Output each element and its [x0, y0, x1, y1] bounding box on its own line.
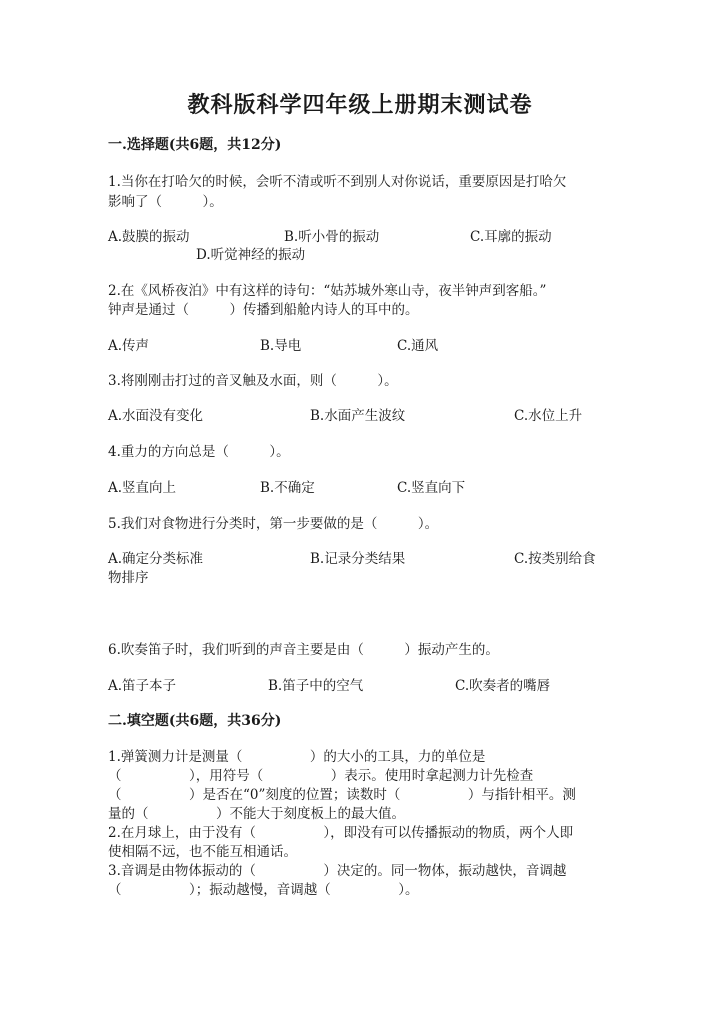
- fill-line-7: 3.音调是由物体振动的（ ）决定的。同一物体，振动越快，音调越: [108, 863, 567, 879]
- question-5-option-a[interactable]: A.确定分类标准: [108, 551, 204, 567]
- question-5-option-b[interactable]: B.记录分类结果: [310, 551, 406, 567]
- question-3-text: 3.将刚刚击打过的音叉触及水面，则（ ）。: [108, 373, 398, 389]
- question-5-option-c-cont: 物排序: [108, 570, 149, 586]
- question-1-option-c[interactable]: C.耳廓的振动: [470, 229, 552, 245]
- question-3-option-a[interactable]: A.水面没有变化: [108, 408, 204, 424]
- question-4-option-b[interactable]: B.不确定: [260, 480, 315, 496]
- section-heading-fill: 二.填空题(共6题，共36分): [108, 713, 282, 729]
- question-4-option-c[interactable]: C.竖直向下: [397, 480, 466, 496]
- question-5-option-c[interactable]: C.按类别给食: [514, 551, 596, 567]
- question-1-option-b[interactable]: B.听小骨的振动: [284, 229, 380, 245]
- fill-line-5: 2.在月球上，由于没有（ ），即没有可以传播振动的物质，两个人即: [108, 825, 574, 841]
- question-1-option-d[interactable]: D.听觉神经的振动: [196, 247, 306, 263]
- question-3-option-b[interactable]: B.水面产生波纹: [310, 408, 406, 424]
- fill-line-6: 使相隔不远，也不能互相通话。: [108, 844, 297, 860]
- fill-line-1: 1.弹簧测力计是测量（ ）的大小的工具，力的单位是: [108, 749, 486, 765]
- question-4-option-a[interactable]: A.竖直向上: [108, 480, 177, 496]
- question-6-option-c[interactable]: C.吹奏者的嘴唇: [455, 678, 551, 694]
- question-2-option-b[interactable]: B.导电: [260, 338, 302, 354]
- fill-line-4: 量的（ ）不能大于刻度板上的最大值。: [108, 806, 405, 822]
- question-2-option-c[interactable]: C.通风: [397, 338, 439, 354]
- fill-line-8: （ ）；振动越慢，音调越（ ）。: [108, 882, 419, 898]
- question-3-option-c[interactable]: C.水位上升: [514, 408, 583, 424]
- question-1-option-a[interactable]: A.鼓膜的振动: [108, 229, 190, 245]
- question-1-text-cont: 影响了（ ）。: [108, 194, 223, 210]
- question-6-option-b[interactable]: B.笛子中的空气: [268, 678, 364, 694]
- question-4-text: 4.重力的方向总是（ ）。: [108, 444, 290, 460]
- question-5-text: 5.我们对食物进行分类时，第一步要做的是（ ）。: [108, 516, 439, 532]
- fill-line-3: （ ）是否在“0”刻度的位置；读数时（ ）与指针相平。测: [108, 787, 576, 803]
- page-title: 教科版科学四年级上册期末测试卷: [187, 92, 533, 118]
- question-2-option-a[interactable]: A.传声: [108, 338, 150, 354]
- question-2-text: 2.在《风桥夜泊》中有这样的诗句：“姑苏城外寒山寺，夜半钟声到客船。”: [108, 283, 547, 299]
- section-heading-choice: 一.选择题(共6题，共12分): [108, 137, 282, 153]
- fill-line-2: （ ），用符号（ ）表示。使用时拿起测力计先检查: [108, 768, 534, 784]
- question-6-text: 6.吹奏笛子时，我们听到的声音主要是由（ ）振动产生的。: [108, 642, 499, 658]
- question-2-text-cont: 钟声是通过（ ）传播到船舱内诗人的耳中的。: [108, 302, 419, 318]
- question-1-text: 1.当你在打哈欠的时候，会听不清或听不到别人对你说话，重要原因是打哈欠: [108, 174, 567, 190]
- question-6-option-a[interactable]: A.笛子本子: [108, 678, 177, 694]
